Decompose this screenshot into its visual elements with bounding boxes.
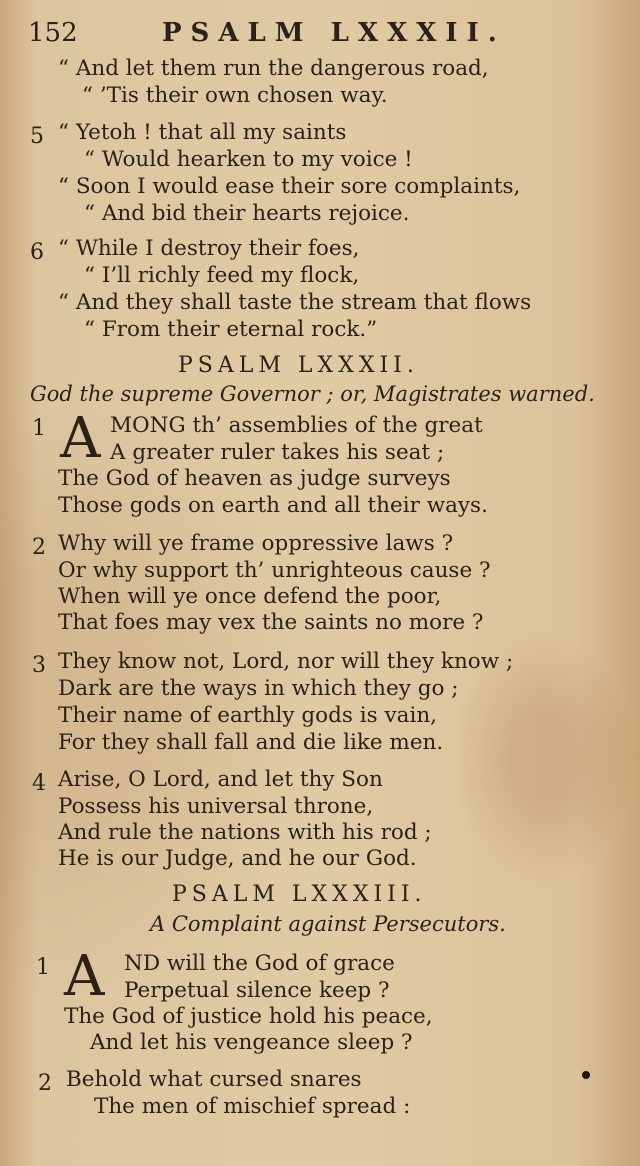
verse-line: They know not, Lord, nor will they know ;: [58, 649, 514, 674]
verse-line: “ Soon I would ease their sore complaints,: [58, 174, 521, 199]
verse-line: The God of justice hold his peace,: [64, 1004, 433, 1029]
verse-line: And rule the nations with his rod ;: [58, 820, 432, 845]
verse-line: “ Yetoh ! that all my saints: [58, 120, 347, 145]
verse-line: Their name of earthly gods is vain,: [58, 703, 438, 728]
verse-line: He is our Judge, and he our God.: [58, 846, 417, 871]
running-title: PSALM LXXXII.: [162, 18, 506, 48]
verse-line: That foes may vex the saints no more ?: [58, 610, 484, 635]
verse-number: 3: [32, 653, 46, 678]
verse-line: Possess his universal throne,: [58, 794, 374, 819]
psalm-subtitle: A Complaint against Persecutors.: [150, 912, 506, 936]
verse-line: MONG th’ assemblies of the great: [110, 413, 483, 438]
verse-line: The men of mischief spread :: [94, 1094, 411, 1119]
psalm-title: PSALM LXXXIII.: [172, 882, 427, 907]
verse-line: ND will the God of grace: [124, 951, 395, 976]
ink-mark: [582, 1071, 590, 1079]
verse-number: 1: [32, 416, 46, 441]
verse-line: Or why support th’ unrighteous cause ?: [58, 558, 491, 583]
verse-line: “ ’Tis their own chosen way.: [82, 83, 388, 108]
verse-line: Why will ye frame oppressive laws ?: [58, 531, 454, 556]
verse-number: 2: [38, 1071, 52, 1096]
verse-line: The God of heaven as judge surveys: [58, 466, 451, 491]
page-number: 152: [28, 18, 78, 48]
verse-line: “ While I destroy their foes,: [58, 236, 360, 261]
verse-line: “ From their eternal rock.”: [84, 317, 378, 342]
drop-cap: A: [64, 944, 105, 1009]
verse-line: Those gods on earth and all their ways.: [58, 493, 488, 518]
psalm-title: PSALM LXXXII.: [178, 353, 419, 378]
verse-line: Behold what cursed snares: [66, 1067, 362, 1092]
verse-number: 2: [32, 535, 46, 560]
verse-line: Dark are the ways in which they go ;: [58, 676, 459, 701]
verse-number: 4: [32, 771, 46, 796]
verse-line: “ And let them run the dangerous road,: [58, 56, 489, 81]
verse-number: 5: [30, 124, 44, 149]
verse-line: And let his vengeance sleep ?: [90, 1030, 413, 1055]
drop-cap: A: [60, 406, 101, 471]
verse-line: Perpetual silence keep ?: [124, 978, 390, 1003]
verse-line: “ And bid their hearts rejoice.: [84, 201, 410, 226]
psalm-subtitle: God the supreme Governor ; or, Magistrates warned.: [30, 382, 595, 406]
verse-line: When will ye once defend the poor,: [58, 584, 442, 609]
verse-line: “ I’ll richly feed my flock,: [84, 263, 360, 288]
verse-line: For they shall fall and die like men.: [58, 730, 444, 755]
verse-line: “ Would hearken to my voice !: [84, 147, 413, 172]
verse-number: 1: [36, 955, 50, 980]
verse-number: 6: [30, 240, 44, 265]
verse-line: A greater ruler takes his seat ;: [110, 440, 445, 465]
verse-line: “ And they shall taste the stream that flows: [58, 290, 532, 315]
verse-line: Arise, O Lord, and let thy Son: [58, 767, 383, 792]
